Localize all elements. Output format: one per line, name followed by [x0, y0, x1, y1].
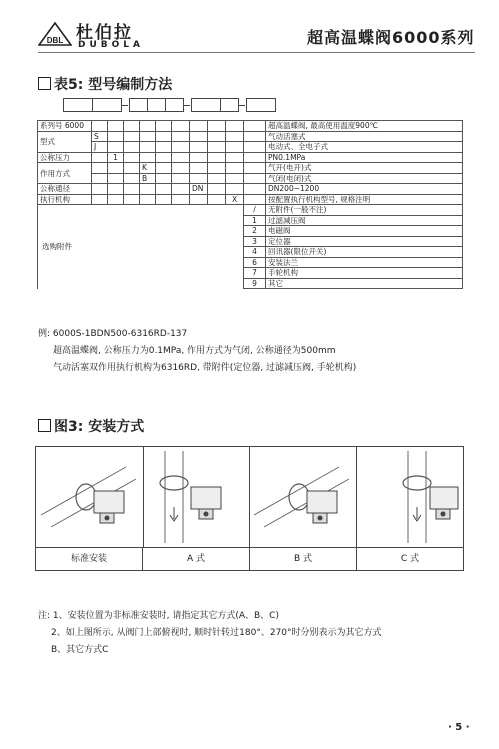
page-number: · 5 ·: [448, 722, 470, 733]
note-2: 2、如上图所示, 从阀门上部俯视时, 顺时针转过180°、270°时分别表示为其它方式: [51, 628, 382, 638]
table-row: J 电动式、全电子式: [38, 142, 463, 153]
checkbox-icon: [38, 77, 51, 90]
brand-name-cn: 杜伯拉: [76, 23, 133, 43]
installation-figure: [35, 446, 464, 571]
example-code: 例: 6000S-1BDN500-6316RD-137: [38, 329, 188, 339]
note-3: B、其它方式C: [51, 645, 109, 655]
table-row: 作用方式 K 气开(电开)式: [38, 163, 463, 174]
table-row: 1 过滤减压阀: [38, 215, 463, 226]
example-desc-2: 气动活塞双作用执行机构为6316RD, 带附件(定位器, 过滤减压阀, 手轮机构): [53, 363, 357, 373]
table-row: B 气闭(电闭)式: [38, 173, 463, 184]
checkbox-icon: [38, 419, 51, 432]
dubola-logo: [38, 22, 72, 46]
notes: [38, 608, 382, 659]
label-b: B 式: [250, 548, 357, 571]
table-row: 6 安装法兰: [38, 257, 463, 268]
figure-section-title: 图3: 安装方式: [38, 416, 144, 436]
valve-illustration-standard: [36, 447, 143, 547]
example-desc-1: 超高温蝶阀, 公称压力为0.1MPa, 作用方式为气闭, 公称通径为500mm: [53, 346, 336, 356]
series-title: 超高温蝶阀6000系列: [307, 28, 475, 47]
table-row: 执行机构 X 按配置执行机构型号, 规格注明: [38, 194, 463, 205]
table-row: 3 定位器: [38, 236, 463, 247]
table-section-title: 表5: 型号编制方法: [38, 74, 172, 94]
label-a: A 式: [143, 548, 250, 571]
table-row: 公称通径 DN DN200~1200: [38, 184, 463, 195]
table-row: 系列号 6000 超高温蝶阀, 最高使用温度900℃: [38, 121, 463, 132]
header-rule: [38, 52, 475, 53]
label-c: C 式: [400, 554, 420, 564]
model-code-boxes: [63, 99, 275, 111]
example-text: [38, 326, 356, 377]
table-row: 型式 S 气动活塞式: [38, 131, 463, 142]
brand-name-en: DUBOLA: [78, 40, 144, 50]
table-row: 2 电磁阀: [38, 226, 463, 237]
model-code-table: [37, 120, 463, 289]
valve-illustration-b: [249, 447, 356, 547]
table-row: 4 回讯器(限位开关): [38, 247, 463, 258]
installation-labels: [36, 547, 463, 571]
valve-illustration-c: [356, 447, 463, 547]
svg-text:DBL: DBL: [46, 36, 64, 45]
valve-illustration-a: [143, 447, 249, 547]
table-row: 公称压力 1 PN0.1MPa: [38, 152, 463, 163]
label-standard: 标准安装: [36, 548, 143, 571]
table-row: 9 其它: [38, 278, 463, 289]
table-row: 7 手轮机构: [38, 268, 463, 279]
note-1: 注: 1、安装位置为非标准安装时, 请指定其它方式(A、B、C): [38, 611, 279, 621]
table-row: 选购附件 / 无附件(一般不注): [38, 205, 463, 216]
